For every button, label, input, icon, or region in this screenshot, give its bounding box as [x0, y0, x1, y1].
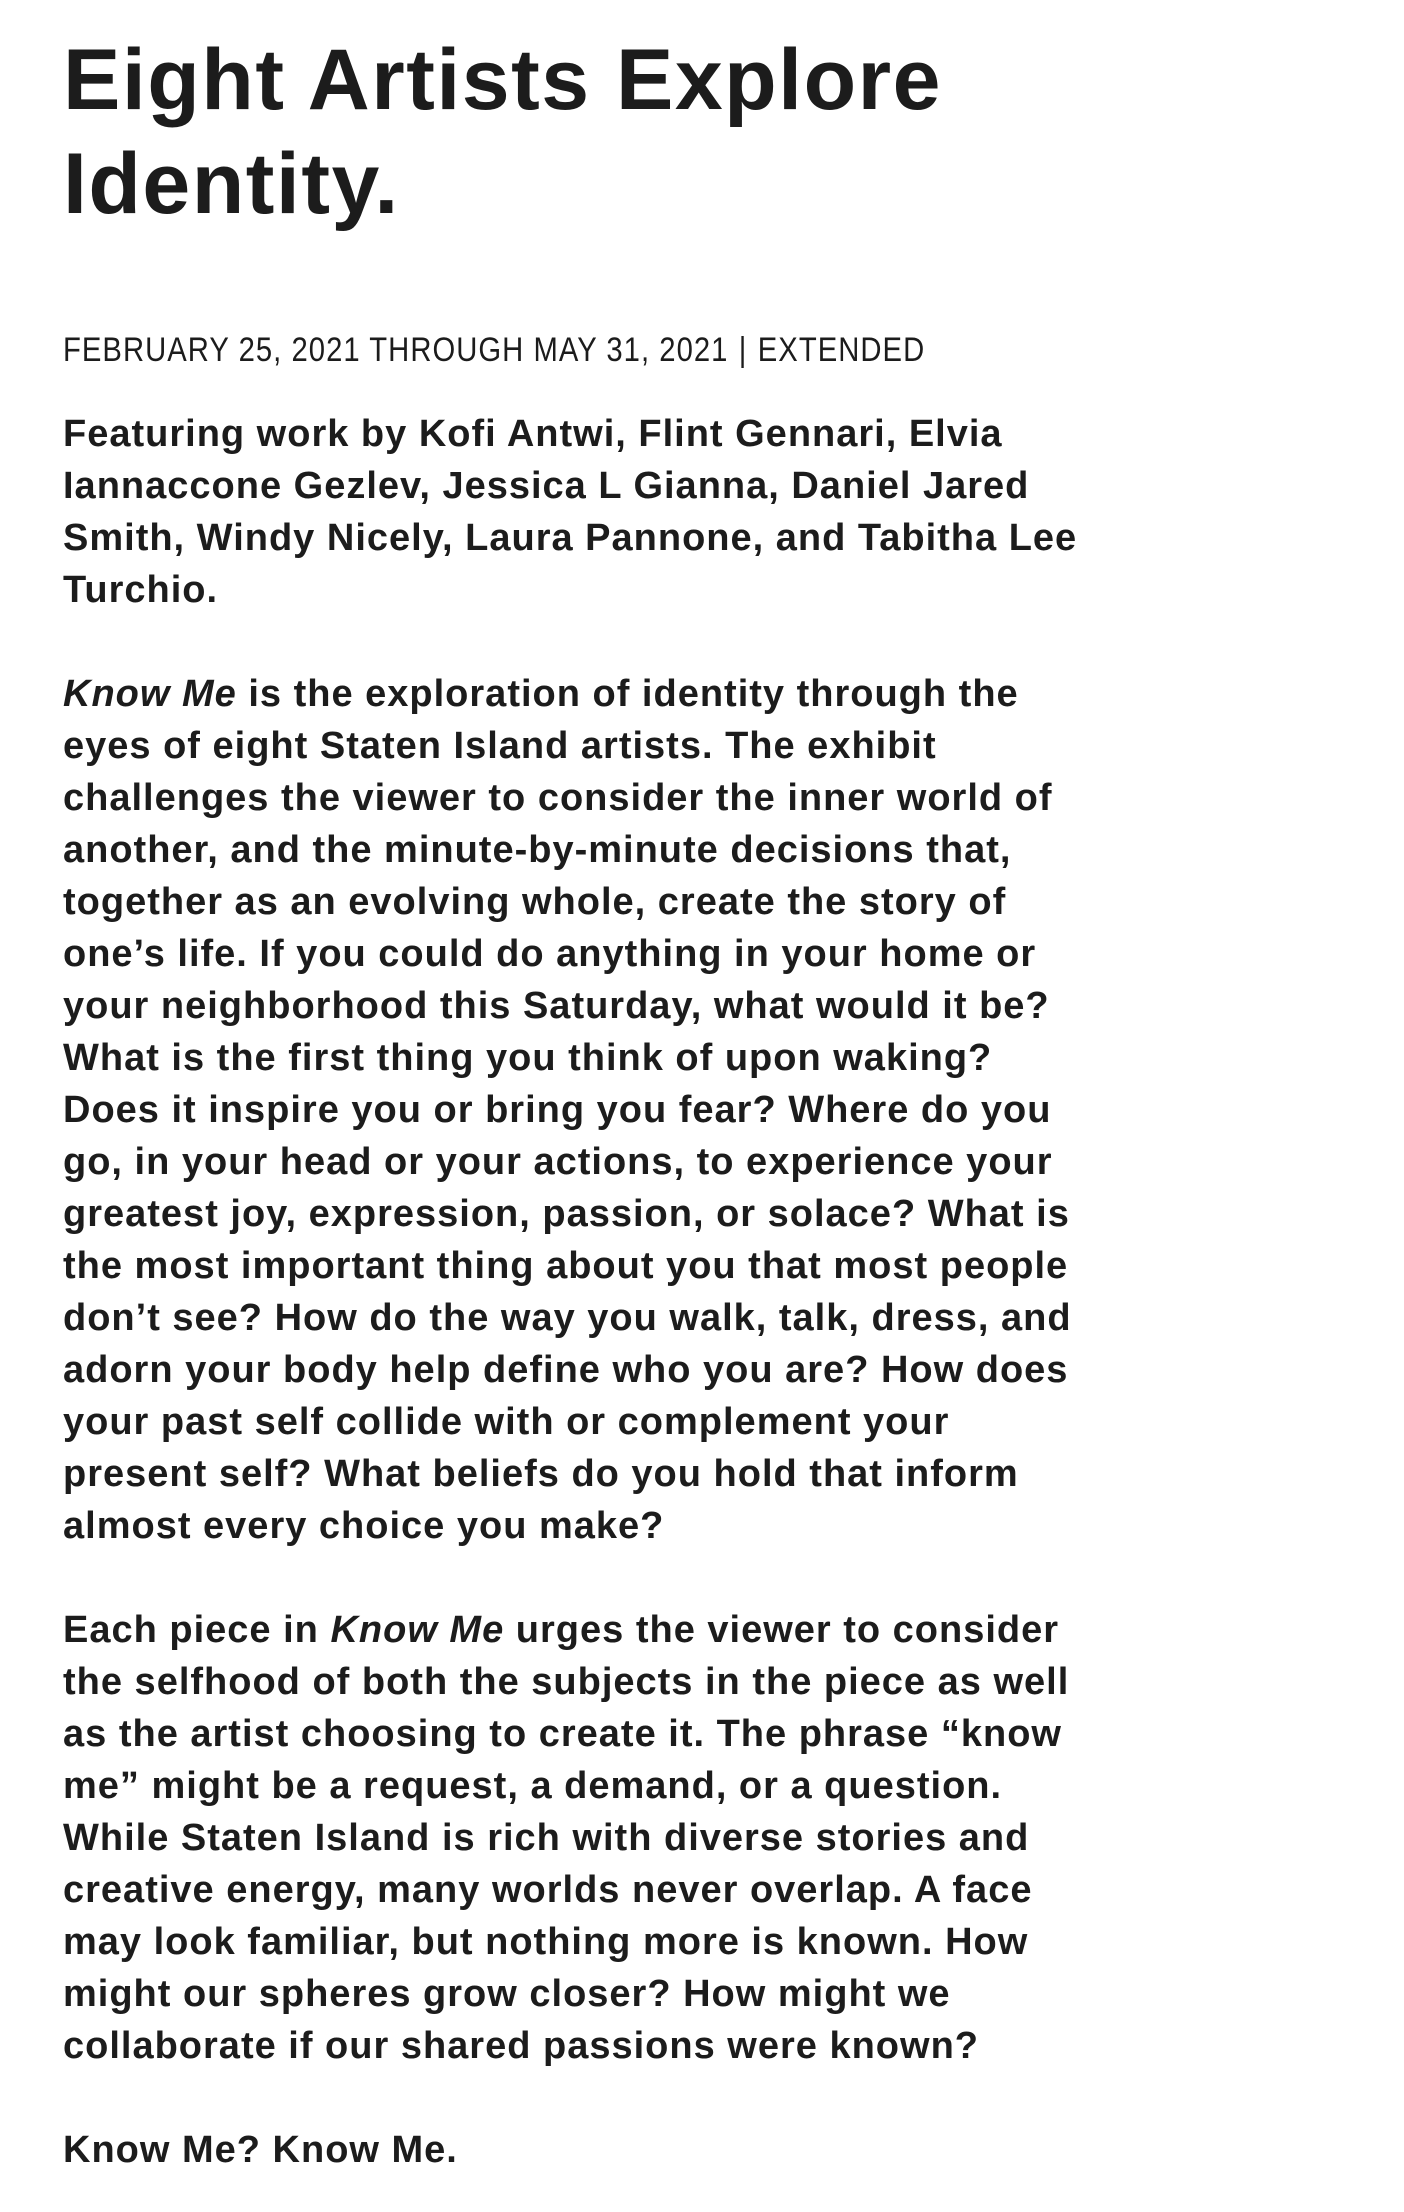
- intro-line: another, and the minute-by-minute decisions that,: [63, 829, 1012, 871]
- exhibit-name-italic: Know Me: [330, 1609, 505, 1651]
- featuring-line: Smith, Windy Nicely, Laura Pannone, and Tabitha Lee: [63, 517, 1078, 559]
- intro-first-line: [63, 668, 1263, 720]
- exhibit-page: [63, 28, 1263, 2171]
- intro-line: challenges the viewer to consider the inner world of: [63, 777, 1053, 819]
- intro-line: the most important thing about you that most people: [63, 1245, 1069, 1287]
- date-range: FEBRUARY 25, 2021 THROUGH MAY 31, 2021: [63, 331, 729, 369]
- closing-line: Know Me? Know Me.: [63, 2129, 458, 2171]
- intro-line: don’t see? How do the way you walk, talk, dress, and: [63, 1297, 1072, 1339]
- paragraph-gap: [63, 616, 1263, 668]
- title-line-2: Identity.: [63, 136, 400, 232]
- date-separator: |: [738, 331, 748, 369]
- second-paragraph: [63, 1604, 1263, 2072]
- title-line-1: Eight Artists Explore: [63, 32, 942, 128]
- paragraph-gap: [63, 2072, 1263, 2124]
- intro-line: go, in your head or your actions, to experience your: [63, 1141, 1053, 1183]
- second-line: creative energy, many worlds never overlap. A face: [63, 1869, 1033, 1911]
- featuring-line: Turchio.: [63, 569, 219, 611]
- intro-line: your past self collide with or complement your: [63, 1401, 950, 1443]
- intro-first-line-rest: is the exploration of identity through the: [236, 673, 1019, 715]
- page-title: [63, 28, 1263, 236]
- intro-line: one’s life. If you could do anything in your home or: [63, 933, 1037, 975]
- paragraph-gap: [63, 1552, 1263, 1604]
- intro-line: What is the first thing you think of upon waking?: [63, 1037, 993, 1079]
- intro-line: greatest joy, expression, passion, or solace? What is: [63, 1193, 1070, 1235]
- second-line: as the artist choosing to create it. The phrase “know: [63, 1713, 1062, 1755]
- featuring-line: Featuring work by Kofi Antwi, Flint Gennari, Elvia: [63, 413, 1003, 455]
- second-line: the selfhood of both the subjects in the piece as well: [63, 1661, 1070, 1703]
- second-line: may look familiar, but nothing more is known. How: [63, 1921, 1029, 1963]
- second-first-line-rest: urges the viewer to consider: [504, 1609, 1060, 1651]
- closing-paragraph: [63, 2124, 1263, 2176]
- second-first-line: [63, 1604, 1263, 1656]
- status-label: EXTENDED: [757, 331, 926, 369]
- intro-line: your neighborhood this Saturday, what would it be?: [63, 985, 1050, 1027]
- second-line: might our spheres grow closer? How might we: [63, 1973, 951, 2015]
- second-line: me” might be a request, a demand, or a question.: [63, 1765, 1003, 1807]
- featuring-line: Iannaccone Gezlev, Jessica L Gianna, Daniel Jared: [63, 465, 1030, 507]
- intro-line: present self? What beliefs do you hold that inform: [63, 1453, 1019, 1495]
- intro-line: adorn your body help define who you are? How does: [63, 1349, 1069, 1391]
- featuring-paragraph: [63, 408, 1263, 616]
- second-first-line-pre: Each piece in: [63, 1609, 331, 1651]
- second-line: While Staten Island is rich with diverse stories and: [63, 1817, 1030, 1859]
- intro-paragraph: [63, 668, 1263, 1552]
- second-line: collaborate if our shared passions were known?: [63, 2025, 979, 2067]
- exhibit-name-italic: Know Me: [63, 673, 237, 715]
- intro-line: eyes of eight Staten Island artists. The exhibit: [63, 725, 937, 767]
- intro-line: almost every choice you make?: [63, 1505, 665, 1547]
- intro-line: Does it inspire you or bring you fear? Where do you: [63, 1089, 1052, 1131]
- exhibit-description: [63, 408, 1263, 2176]
- intro-line: together as an evolving whole, create the story of: [63, 881, 1007, 923]
- exhibit-dates: [63, 328, 925, 372]
